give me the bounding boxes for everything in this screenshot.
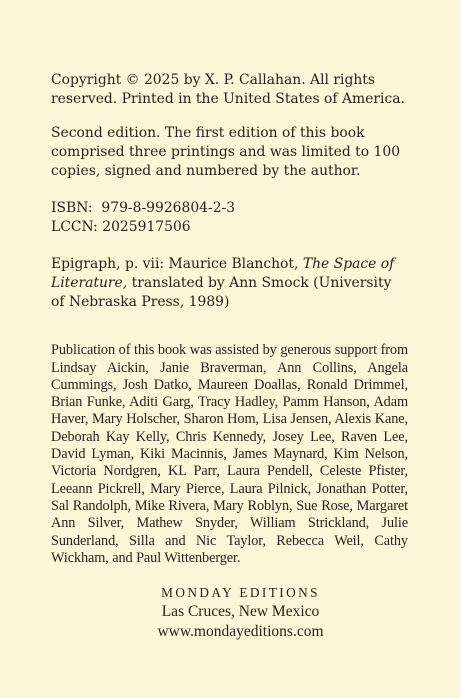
epigraph-suffix: translated by Ann Smock (University of Nebraska Press, 1989): [51, 275, 392, 310]
publisher-imprint: [0, 583, 461, 642]
epigraph-book-title: The Space of Literature,: [51, 256, 395, 291]
epigraph-prefix: Epigraph, p. vii: Maurice Blanchot,: [51, 256, 303, 272]
lccn-row: [51, 218, 408, 237]
publisher-website: www.mondayeditions.com: [157, 623, 324, 640]
edition-notice: Second edition. The first edition of this book comprised three printings and was limited to 100 copies, signed and numbered by the author.: [51, 125, 401, 179]
copyright-notice: Copyright © 2025 by X. P. Callahan. All rights reserved. Printed in the United States of America.: [51, 72, 405, 107]
supporters-acknowledgment: Publication of this book was assisted by generous support from Lindsay Aickin, Janie Braverman, Ann Collins, Angela Cummings, Josh Datko, Maureen Doallas, Ronald Drimmel, Brian Funke, Aditi Garg, Tracy Hadley, Pamm Hanson, Adam Haver, Mary Holscher, Sharon Hom, Lisa Jensen, Alexis Kane, Deborah Kay Kelly, Chris Kennedy, Josey Lee, Raven Lee, David Lyman, Kiki Macinnis, James Maynard, Kim Nelson, Victoria Nordgren, KL Parr, Laura Pendell, Celeste Pfister, Leeann Pickrell, Mary Pierce, Laura Pilnick, Jonathan Potter, Sal Randolph, Mike Rivera, Mary Roblyn, Sue Rose, Margaret Ann Silver, Mathew Snyder, William Strickland, Julie Sunderland, Silla and Nic Taylor, Rebecca Weil, Cathy Wickham, and Paul Wittenberger.: [51, 342, 408, 566]
identifiers: [51, 199, 408, 237]
lccn-value: 2025917506: [102, 219, 191, 235]
publisher-name: MONDAY EDITIONS: [161, 585, 320, 600]
epigraph-credit: [51, 255, 408, 312]
publisher-location: Las Cruces, New Mexico: [161, 603, 320, 620]
lccn-label: LCCN:: [51, 219, 98, 235]
isbn-row: [51, 199, 408, 218]
isbn-value: 979-8-9926804-2-3: [101, 200, 236, 216]
isbn-label: ISBN:: [51, 200, 93, 216]
